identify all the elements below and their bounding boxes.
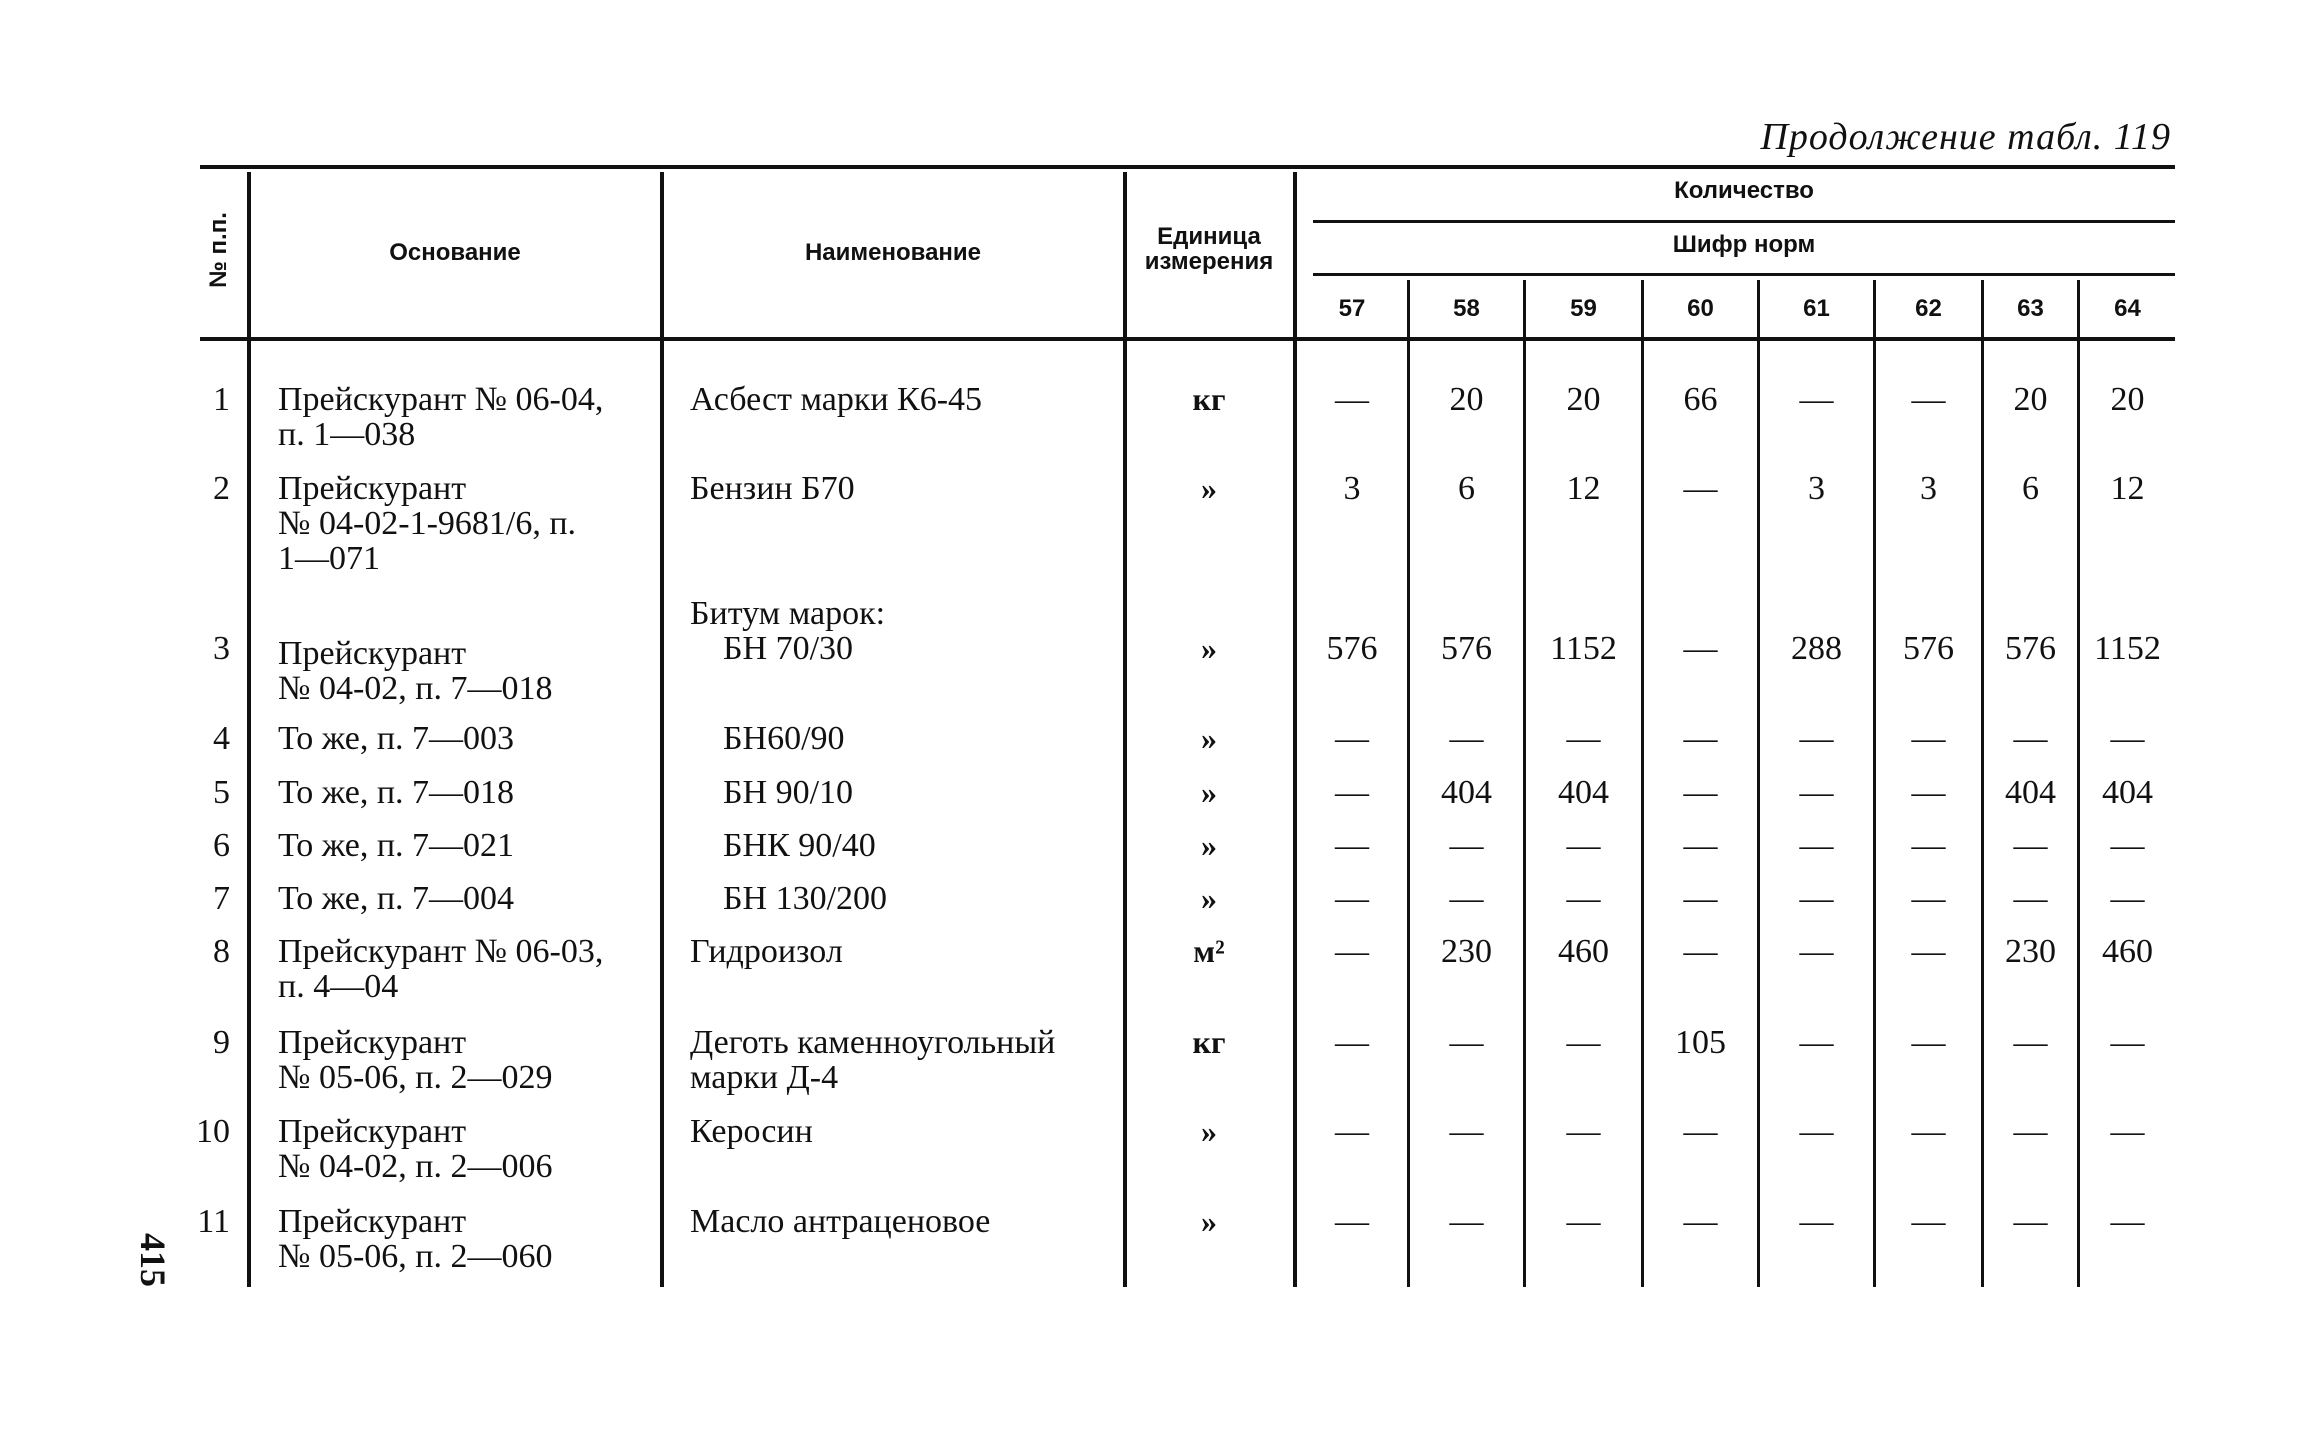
- row-basis-line: То же, п. 7—018: [278, 774, 515, 811]
- row-quantity-59: —: [1566, 827, 1601, 864]
- row-quantity-62: —: [1911, 774, 1946, 811]
- row-quantity-58: 404: [1441, 774, 1492, 811]
- row-quantity-62: —: [1911, 1203, 1946, 1240]
- row-basis-line: № 04-02, п. 2—006: [278, 1148, 553, 1185]
- row-number: 6: [213, 827, 230, 864]
- row-number: 11: [197, 1203, 230, 1240]
- header-unit: Единица измерения: [1144, 223, 1274, 276]
- row-unit: »: [1201, 880, 1217, 916]
- header-basis: Основание: [389, 239, 521, 266]
- row-quantity-64: —: [2110, 1203, 2145, 1240]
- row-unit: »: [1201, 630, 1217, 666]
- header-quantity: Количество: [1674, 177, 1814, 204]
- row-quantity-59: —: [1566, 1024, 1601, 1061]
- row-quantity-62: —: [1911, 720, 1946, 757]
- row-quantity-60: 66: [1683, 381, 1718, 418]
- row-name-line: БНК 90/40: [723, 827, 876, 864]
- row-quantity-57: —: [1335, 1203, 1369, 1240]
- row-basis-line: Прейскурант: [278, 1203, 467, 1240]
- row-basis-line: То же, п. 7—004: [278, 880, 515, 917]
- quantity-rule: [1313, 220, 2175, 223]
- row-quantity-58: 576: [1441, 630, 1492, 667]
- row-name-line: Масло антраценовое: [690, 1203, 991, 1240]
- row-quantity-58: —: [1449, 1024, 1484, 1061]
- row-quantity-57: —: [1335, 827, 1369, 864]
- row-quantity-64: —: [2110, 1024, 2145, 1061]
- row-quantity-60: —: [1683, 720, 1718, 757]
- row-quantity-58: 6: [1458, 470, 1475, 507]
- row-number: 8: [213, 933, 230, 970]
- row-quantity-60: —: [1683, 1203, 1718, 1240]
- row-quantity-57: —: [1335, 774, 1369, 811]
- row-basis-line: п. 4—04: [278, 968, 399, 1005]
- row-name-line: Деготь каменноугольный: [690, 1024, 1056, 1061]
- row-quantity-62: —: [1911, 381, 1946, 418]
- row-quantity-59: —: [1566, 720, 1601, 757]
- row-number: 4: [213, 720, 230, 757]
- row-name-line: Бензин Б70: [690, 470, 855, 507]
- row-quantity-59: 12: [1566, 470, 1601, 507]
- row-name-line: БН60/90: [723, 720, 845, 757]
- col-divider-basis: [660, 172, 664, 1287]
- row-quantity-59: —: [1566, 1113, 1601, 1150]
- row-quantity-58: 20: [1449, 381, 1484, 418]
- row-quantity-64: 1152: [2094, 630, 2161, 667]
- code-63: 63: [2017, 295, 2044, 322]
- row-quantity-63: —: [2013, 1024, 2048, 1061]
- row-quantity-61: —: [1799, 827, 1834, 864]
- row-quantity-57: —: [1335, 933, 1369, 970]
- row-quantity-63: —: [2013, 720, 2048, 757]
- row-quantity-60: —: [1683, 470, 1718, 507]
- row-number: 7: [213, 880, 230, 917]
- row-number: 2: [213, 470, 230, 507]
- row-name-line: марки Д-4: [690, 1059, 839, 1096]
- row-quantity-62: —: [1911, 1113, 1946, 1150]
- row-quantity-62: —: [1911, 827, 1946, 864]
- row-quantity-63: 20: [2013, 381, 2048, 418]
- row-name-line: Асбест марки К6-45: [690, 381, 983, 418]
- code-57: 57: [1338, 295, 1366, 322]
- row-unit: кг: [1192, 381, 1226, 417]
- row-quantity-64: —: [2110, 1113, 2145, 1150]
- row-unit: кг: [1192, 1024, 1226, 1060]
- row-quantity-60: —: [1683, 1113, 1718, 1150]
- row-name-line: БН 130/200: [723, 880, 888, 917]
- row-basis-line: Прейскурант № 06-04,: [278, 381, 604, 418]
- row-unit: »: [1201, 827, 1217, 863]
- row-quantity-61: —: [1799, 381, 1834, 418]
- col-divider-num: [247, 172, 251, 1287]
- row-quantity-64: —: [2110, 880, 2145, 917]
- row-quantity-60: —: [1683, 933, 1718, 970]
- row-quantity-59: 460: [1558, 933, 1609, 970]
- row-quantity-64: —: [2110, 720, 2145, 757]
- row-quantity-61: —: [1799, 1203, 1834, 1240]
- row-number: 1: [213, 381, 230, 418]
- row-quantity-59: 1152: [1550, 630, 1617, 667]
- row-basis-line: Прейскурант № 06-03,: [278, 933, 604, 970]
- top-rule: [200, 165, 2175, 169]
- row-basis-line: Прейскурант: [278, 635, 467, 672]
- row-quantity-64: 20: [2110, 381, 2145, 418]
- row-unit: м²: [1193, 933, 1225, 969]
- row-quantity-64: —: [2110, 827, 2145, 864]
- row-quantity-63: —: [2013, 827, 2048, 864]
- row-quantity-58: —: [1449, 880, 1484, 917]
- row-quantity-60: —: [1683, 880, 1718, 917]
- row-number: 3: [213, 630, 230, 667]
- row-quantity-57: 3: [1343, 470, 1361, 507]
- row-quantity-59: —: [1566, 880, 1601, 917]
- code-61: 61: [1803, 295, 1830, 322]
- row-basis-line: 1—071: [278, 540, 380, 577]
- row-quantity-59: —: [1566, 1203, 1601, 1240]
- row-unit: »: [1201, 1113, 1217, 1149]
- header-bottom-rule: [200, 337, 2175, 341]
- row-quantity-59: 404: [1558, 774, 1609, 811]
- code-58: 58: [1453, 295, 1480, 322]
- row-quantity-63: 6: [2022, 470, 2039, 507]
- row-unit: »: [1201, 1203, 1217, 1239]
- row-quantity-58: —: [1449, 827, 1484, 864]
- row-quantity-62: —: [1911, 933, 1946, 970]
- row-quantity-63: 576: [2005, 630, 2056, 667]
- row-quantity-58: —: [1449, 1113, 1484, 1150]
- row-name-line: Гидроизол: [690, 933, 843, 970]
- row-basis-line: Прейскурант: [278, 1024, 467, 1061]
- row-quantity-61: 3: [1808, 470, 1825, 507]
- row-quantity-64: 460: [2102, 933, 2153, 970]
- row-quantity-63: —: [2013, 880, 2048, 917]
- code-59: 59: [1570, 295, 1597, 322]
- row-quantity-57: —: [1335, 1113, 1369, 1150]
- row-quantity-60: —: [1683, 630, 1718, 667]
- code-60: 60: [1687, 295, 1714, 322]
- row-quantity-62: —: [1911, 880, 1946, 917]
- row-basis-line: п. 1—038: [278, 416, 416, 453]
- row-unit: »: [1201, 774, 1217, 810]
- row-quantity-59: 20: [1566, 381, 1601, 418]
- row-number: 9: [213, 1024, 230, 1061]
- row-quantity-61: —: [1799, 774, 1834, 811]
- row-quantity-62: 3: [1920, 470, 1937, 507]
- row-basis-line: № 05-06, п. 2—029: [278, 1059, 553, 1096]
- row-quantity-60: 105: [1675, 1024, 1726, 1061]
- row-basis-line: То же, п. 7—021: [278, 827, 515, 864]
- row-name-line: Битум марок:: [690, 595, 886, 632]
- row-quantity-63: 230: [2005, 933, 2056, 970]
- row-quantity-61: —: [1799, 1024, 1834, 1061]
- row-number: 10: [196, 1113, 230, 1150]
- codes-rule: [1313, 273, 2175, 276]
- row-basis-line: Прейскурант: [278, 1113, 467, 1150]
- page-number: 415: [133, 1233, 173, 1287]
- row-quantity-61: —: [1799, 720, 1834, 757]
- row-quantity-61: —: [1799, 880, 1834, 917]
- row-quantity-62: —: [1911, 1024, 1946, 1061]
- row-unit: »: [1201, 720, 1217, 756]
- row-quantity-61: 288: [1791, 630, 1842, 667]
- row-quantity-63: —: [2013, 1203, 2048, 1240]
- header-name: Наименование: [804, 239, 982, 266]
- header-codes-title: Шифр норм: [1672, 231, 1816, 258]
- header-num: № п.п.: [205, 212, 232, 288]
- row-quantity-62: 576: [1903, 630, 1954, 667]
- row-quantity-63: 404: [2005, 774, 2056, 811]
- row-quantity-60: —: [1683, 774, 1718, 811]
- row-quantity-61: —: [1799, 933, 1834, 970]
- code-64: 64: [2114, 295, 2141, 322]
- row-quantity-64: 12: [2110, 470, 2145, 507]
- row-quantity-58: 230: [1441, 933, 1492, 970]
- row-unit: »: [1201, 470, 1217, 506]
- row-name-line: БН 70/30: [723, 630, 854, 667]
- table-caption: Продолжение табл. 119: [1760, 116, 2171, 158]
- code-62: 62: [1915, 295, 1942, 322]
- row-quantity-57: —: [1335, 720, 1369, 757]
- row-quantity-57: —: [1335, 381, 1369, 418]
- row-quantity-57: —: [1335, 1024, 1369, 1061]
- row-basis-line: № 05-06, п. 2—060: [278, 1238, 553, 1275]
- row-quantity-60: —: [1683, 827, 1718, 864]
- row-basis-line: Прейскурант: [278, 470, 467, 507]
- row-quantity-57: 576: [1326, 630, 1378, 667]
- row-quantity-63: —: [2013, 1113, 2048, 1150]
- row-quantity-57: —: [1335, 880, 1369, 917]
- row-basis-line: № 04-02, п. 7—018: [278, 670, 553, 707]
- row-quantity-58: —: [1449, 720, 1484, 757]
- row-number: 5: [213, 774, 230, 811]
- row-quantity-64: 404: [2102, 774, 2153, 811]
- row-quantity-58: —: [1449, 1203, 1484, 1240]
- row-name-line: БН 90/10: [723, 774, 854, 811]
- row-quantity-61: —: [1799, 1113, 1834, 1150]
- row-basis-line: То же, п. 7—003: [278, 720, 515, 757]
- row-name-line: Керосин: [690, 1113, 813, 1150]
- row-basis-line: № 04-02-1-9681/6, п.: [278, 505, 577, 542]
